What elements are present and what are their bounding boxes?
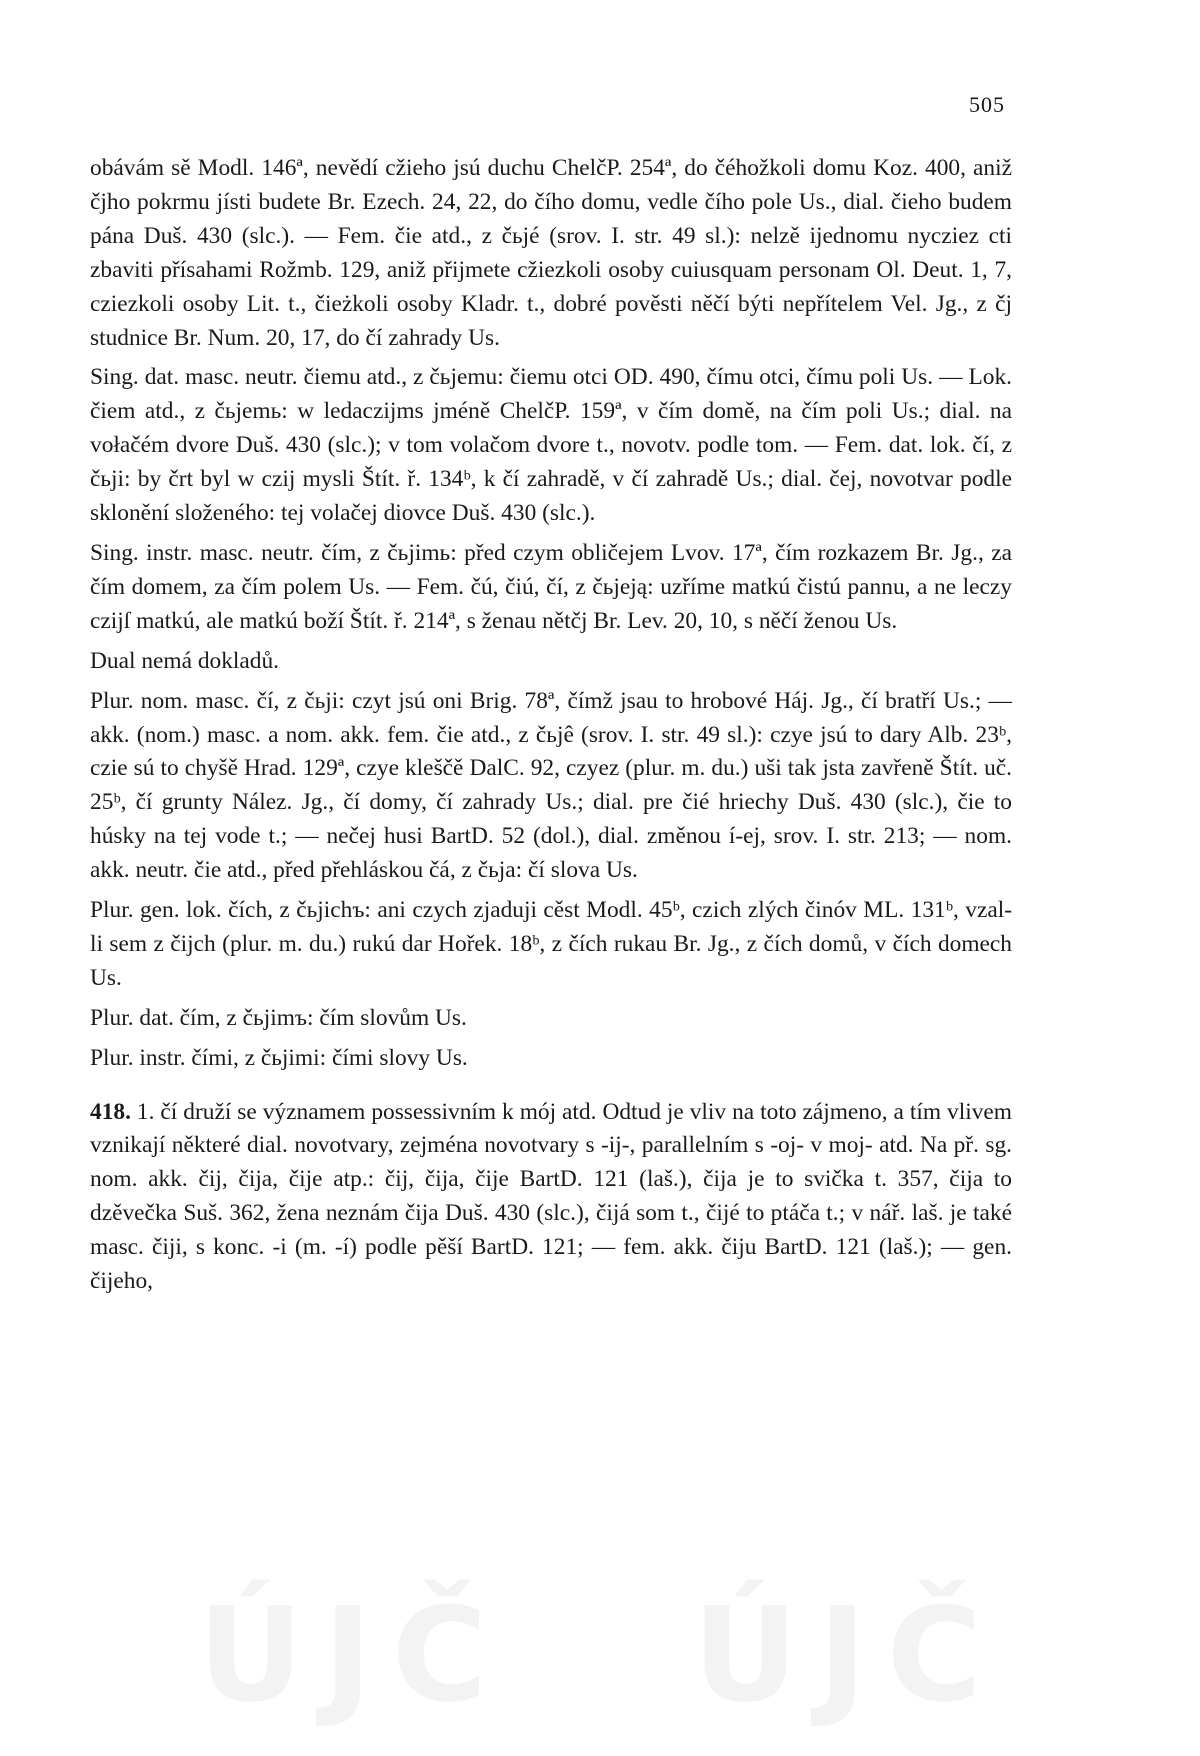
paragraph-sing-instr: Sing. instr. masc. neutr. čím, z čьjimь: před czym obličejem Lvov. 17ª, čím rozkazem Br. Jg., za čím domem, za čím polem Us. — Fem. čú, čiú, čí, z čьjeją: uzříme matkú čistú pannu, a ne leczy czijſ matkú, ale matkú boží Štít. ř. 214ª, s ženau nětčj Br. Lev. 20, 10, s něčí ženou Us. bbox=[90, 539, 1012, 634]
page-number: 505 bbox=[969, 92, 1005, 117]
watermark bbox=[0, 1579, 1200, 1731]
watermark-text-right: ÚJČ bbox=[692, 1579, 1002, 1731]
paragraph-dual: Dual nemá dokladů. bbox=[90, 647, 280, 674]
paragraph-plur-nom: Plur. nom. masc. čí, z čьji: czyt jsú oni Brig. 78ª, čímž jsau to hrobové Háj. Jg., čí bratří Us.; — akk. (nom.) masc. a nom. akk. fem. čie atd., z čьjê (srov. I. str. 49 sl.): czye jsú to dary Alb. 23ᵇ, czie sú to chyšě Hrad. 129ª, czye kleščě DalC. 92, czyez (plur. m. du.) uši tak jsta zavřeně Štít. uč. 25ᵇ, čí grunty Nález. Jg., čí domy, čí zahrady Us.; dial. pre čié hriechy Duš. 430 (slc.), čie to húsky na tej vode t.; — nečej husi BartD. 52 (dol.), dial. změnou í-ej, srov. I. str. 213; — nom. akk. neutr. čie atd., před přehláskou čá, z čьja: čí slova Us. bbox=[90, 687, 1012, 884]
section-number: 418. bbox=[90, 1098, 131, 1125]
paragraph-1: obávám sě Modl. 146ª, nevědí cžieho jsú duchu ChelčP. 254ª, do čéhožkoli domu Koz. 400, aniž čjho pokrmu jísti budete Br. Ezech. 24, 22, do čího domu, vedle čího pole Us., dial. čieho budem pána Duš. 430 (slc.). — Fem. čie atd., z čьjé (srov. I. str. 49 sl.): nelzě ijednomu nycziez cti zbaviti přísahami Rožmb. 129, aniž přijmete cžiezkoli osoby cuiusquam personam Ol. Deut. 1, 7, cziezkoli osoby Lit. t., čieżkoli osoby Kladr. t., dobré pověsti něčí býti nepřítelem Vel. Jg., z čj studnice Br. Num. 20, 17, do čí zahrady Us. bbox=[90, 155, 1012, 351]
paragraph-plur-instr: Plur. instr. čími, z čьjimi: čími slovy Us. bbox=[90, 1044, 468, 1071]
paragraph-plur-gen: Plur. gen. lok. čích, z čьjichъ: ani czych zjaduji cěst Modl. 45ᵇ, czich zlých činóv ML. 131ᵇ, vzal-li sem z čijch (plur. m. du.) rukú dar Hořek. 18ᵇ, z čích rukau Br. Jg., z čích domů, v čích domech Us. bbox=[90, 897, 1012, 991]
section-418 bbox=[90, 1096, 1012, 1299]
paragraph-plur-dat: Plur. dat. čím, z čьjimъ: čím slovům Us. bbox=[90, 1004, 467, 1031]
section-418-text: 1. čí druží se významem possessivním k mój atd. Odtud je vliv na toto zájmeno, a tím vlivem vznikají některé dial. novotvary, zejména novotvary s -ij-, parallelním s -oj- v moj- atd. Na př. sg. nom. akk. čij, čija, čije atp.: čij, čija, čije BartD. 121 (laš.), čija je to svička t. 357, čija to dzěvečka Suš. 362, žena neznám čija Duš. 430 (slc.), čijá som t., čijé to ptáča t.; v nář. laš. je také masc. čiji, s konc. -i (m. -í) podle pěší BartD. 121; — fem. akk. čiju BartD. 121 (laš.); — gen. čijeho, bbox=[90, 1098, 1012, 1295]
paragraph-sing-dat: Sing. dat. masc. neutr. čiemu atd., z čьjemu: čiemu otci OD. 490, čímu otci, čímu poli Us. — Lok. čiem atd., z čьjemь: w ledaczijms jméně ChelčP. 159ª, v čím domě, na čím poli Us.; dial. na vołačém dvore Duš. 430 (slc.); v tom volačom dvore t., novotv. podle tom. — Fem. dat. lok. čí, z čьji: by črt byl w czij mysli Štít. ř. 134ᵇ, k čí zahradě, v čí zahradě Us.; dial. čej, novotvar podle sklonění složeného: tej volačej diovce Duš. 430 (slc.). bbox=[90, 364, 1012, 527]
watermark-text-left: ÚJČ bbox=[198, 1579, 508, 1731]
body-text bbox=[90, 152, 1012, 1305]
